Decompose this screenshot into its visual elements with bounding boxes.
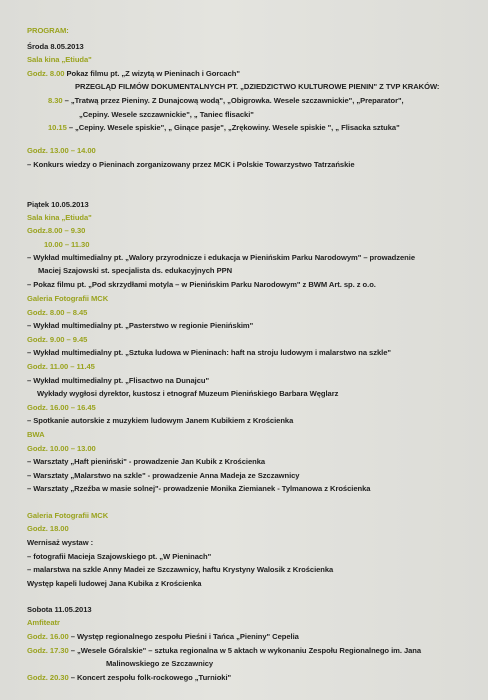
schedule-line [48, 123, 400, 133]
event-text-continued: „Cepiny. Wesele szczawnickie", „ Taniec flisacki" [79, 110, 254, 119]
venue-label: Galeria Fotografii MCK [27, 511, 109, 520]
day-heading-wednesday: Środa 8.05.2013 [27, 42, 84, 51]
event-text: – Wykład multimedialny pt. „Pasterstwo w regionie Pienińskim" [27, 321, 254, 330]
time-label: Godz. 13.00 – 14.00 [27, 146, 96, 155]
review-heading: PRZEGLĄD FILMÓW DOKUMENTALNYCH PT. „DZIEDZICTWO KULTUROWE PIENIN" Z TVP KRAKÓW: [75, 82, 440, 91]
event-text: – Koncert zespołu folk-rockowego „Turnioki" [68, 673, 232, 682]
venue-label: Galeria Fotografii MCK [27, 294, 109, 303]
event-text: Wernisaż wystaw : [27, 538, 94, 547]
time-label: Godz. 17.30 [27, 646, 69, 655]
event-text: – Wykład multimedialny pt. „Walory przyrodnicze i edukacja w Pienińskim Parku Narodowym" – prowadzenie [27, 253, 415, 262]
event-text: Pokaz filmu pt. „Z wizytą w Pieninach i Gorcach" [64, 69, 240, 78]
event-text: – „Tratwą przez Pieniny. Z Dunajcową wodą", „Obigrowka. Wesele szczawnickie", „Preparator", [62, 96, 404, 105]
day-heading-saturday: Sobota 11.05.2013 [27, 605, 92, 614]
event-text: – fotografii Macieja Szajowskiego pt. „W Pieninach" [27, 552, 212, 561]
event-text: – Pokaz filmu pt. „Pod skrzydłami motyla – w Pienińskim Parku Narodowym" z BWM Art. sp. z o.o. [27, 280, 376, 289]
event-text: – Wykład multimedialny pt. „Sztuka ludowa w Pieninach: haft na stroju ludowym i malarstwo na szkle" [27, 348, 391, 357]
event-text: – Warsztaty „Rzeźba w masie solnej"- prowadzenie Monika Ziemianek - Tylmanowa z Krościenka [27, 484, 371, 493]
event-text-continued: Maciej Szajowski st. specjalista ds. edukacyjnych PPN [38, 266, 233, 275]
time-label: Godz. 18.00 [27, 524, 69, 533]
event-text: – malarstwa na szkle Anny Madei ze Szczawnicy, haftu Krystyny Walosik z Krościenka [27, 565, 334, 574]
schedule-line [27, 632, 299, 642]
event-text: – „Cepiny. Wesele spiskie", „ Ginące pasje", „Zrękowiny. Wesele spiskie ", „ Flisacka sztuka" [66, 123, 400, 132]
event-text: – Spotkanie autorskie z muzykiem ludowym Janem Kubikiem z Krościenka [27, 416, 294, 425]
time-label: Godz. 20.30 [27, 673, 69, 682]
time-label: Godz. 11.00 – 11.45 [27, 362, 95, 371]
event-text: – Występ regionalnego zespołu Pieśni i Tańca „Pieniny" Cepelia [68, 632, 299, 641]
time-label: 8.30 [48, 96, 63, 105]
day-heading-friday: Piątek 10.05.2013 [27, 200, 89, 209]
schedule-line [27, 646, 421, 656]
event-text-continued: Malinowskiego ze Szczawnicy [106, 659, 214, 668]
time-label: 10.00 – 11.30 [44, 240, 90, 249]
venue-label: Amfiteatr [27, 618, 60, 627]
time-label: Godz. 16.00 [27, 632, 69, 641]
schedule-line [48, 96, 404, 106]
time-label: Godz. 16.00 – 16.45 [27, 403, 96, 412]
schedule-line [27, 673, 231, 683]
lecturer-note: Wykłady wygłosi dyrektor, kustosz i etnograf Muzeum Pienińskiego Barbara Węglarz [37, 389, 339, 398]
time-label: Godz. 8.00 [27, 69, 65, 78]
schedule-line [27, 69, 240, 79]
event-text: – Wykład multimedialny pt. „Flisactwo na Dunajcu" [27, 376, 210, 385]
time-label: Godz. 10.00 – 13.00 [27, 444, 96, 453]
venue-label: Sala kina „Etiuda" [27, 213, 92, 222]
time-label: Godz.8.00 – 9.30 [27, 226, 86, 235]
event-text: – Warsztaty „Haft pieniński" - prowadzenie Jan Kubik z Krościenka [27, 457, 266, 466]
program-heading: PROGRAM: [27, 26, 69, 35]
event-text: – Konkurs wiedzy o Pieninach zorganizowany przez MCK i Polskie Towarzystwo Tatrzańskie [27, 160, 355, 169]
time-label: 10.15 [48, 123, 67, 132]
time-label: Godz. 9.00 – 9.45 [27, 335, 88, 344]
event-text: – Warsztaty „Malarstwo na szkle" - prowadzenie Anna Madeja ze Szczawnicy [27, 471, 300, 480]
venue-label: BWA [27, 430, 45, 439]
time-label: Godz. 8.00 – 8.45 [27, 308, 88, 317]
venue-label: Sala kina „Etiuda" [27, 55, 92, 64]
event-text: Występ kapeli ludowej Jana Kubika z Krościenka [27, 579, 202, 588]
event-text: – „Wesele Góralskie" – sztuka regionalna w 5 aktach w wykonaniu Zespołu Regionalnego im. Jana [68, 646, 422, 655]
